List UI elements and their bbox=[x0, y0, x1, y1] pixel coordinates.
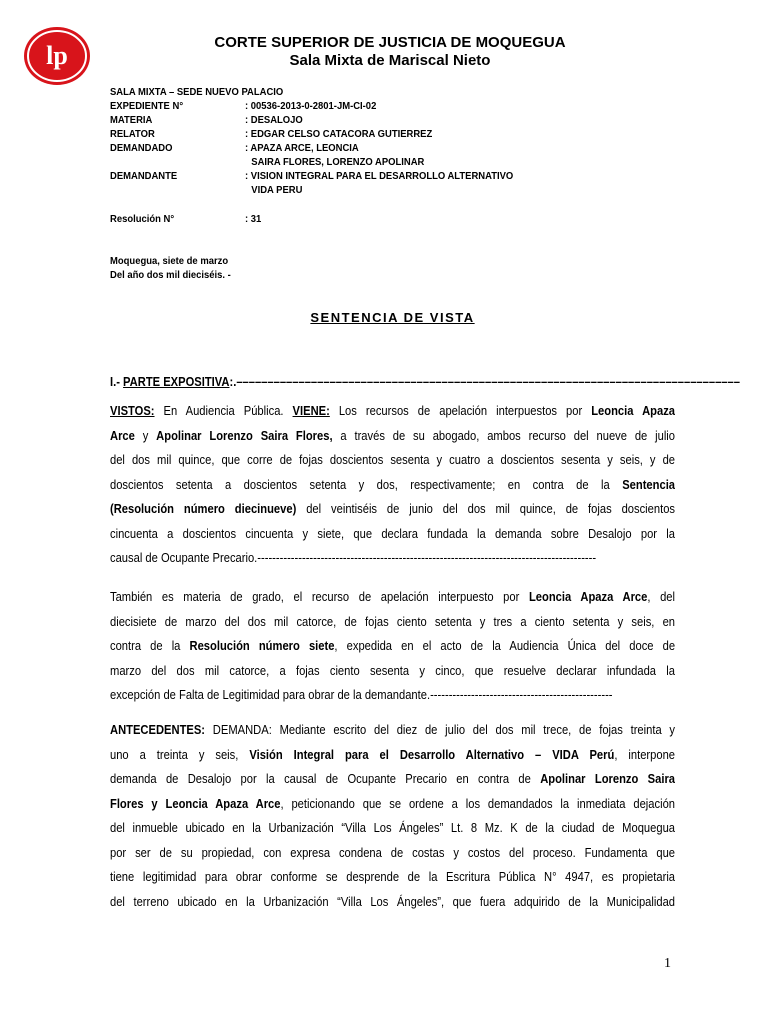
demandante-value-2: VIDA PERU bbox=[251, 184, 303, 196]
document-title bbox=[110, 310, 675, 325]
section-name: PARTE EXPOSITIVA bbox=[123, 374, 230, 389]
demandante-value-1: : VISION INTEGRAL PARA EL DESARROLLO ALTERNATIVO bbox=[245, 170, 514, 182]
section-heading bbox=[110, 374, 740, 389]
text-line: por ser de su propiedad, con expresa condena de costas y costos del proceso. Fundamenta que bbox=[110, 844, 676, 860]
date-line-2: Del año dos mil dieciséis. - bbox=[110, 269, 231, 281]
text-line: demanda de Desalojo por la causal de Ocupante Precario en contra de Apolinar Lorenzo Saira bbox=[110, 771, 676, 786]
text-line: uno a treinta y seis, Visión Integral para el Desarrollo Alternativo – VIDA Perú, interpone bbox=[110, 746, 676, 762]
text-line: excepción de Falta de Legitimidad para obrar de la demandante.------------------------------------------------- bbox=[110, 687, 613, 702]
text-line: Flores y Leoncia Apaza Arce, peticionando que se ordene a los demandados la inmediata dejación bbox=[110, 795, 676, 811]
sala-label: SALA MIXTA – SEDE NUEVO PALACIO bbox=[110, 86, 284, 98]
expediente-value: : 00536-2013-0-2801-JM-CI-02 bbox=[245, 100, 377, 112]
text-line: cincuenta a doscientos cincuenta y siete, que declara fundada la demanda sobre Desalojo por la bbox=[110, 525, 676, 541]
text-line: (Resolución número diecinueve) del veintiséis de junio del dos mil quince, de fojas doscientos bbox=[110, 501, 676, 516]
paragraph-materia-grado bbox=[110, 585, 675, 708]
text-line: doscientos setenta a doscientos setenta y dos, respectivamente; en contra de la Sentencia bbox=[110, 476, 676, 492]
text-line: marzo del dos mil catorce, a fojas ciento sesenta y cinco, que resuelve declarar infundada la bbox=[110, 662, 676, 678]
date-block bbox=[110, 254, 231, 282]
demandado-value-1: : APAZA ARCE, LEONCIA bbox=[245, 142, 359, 154]
text-line: causal de Ocupante Precario.------------------------------------------------------------------------------------------- bbox=[110, 550, 597, 565]
relator-label: RELATOR bbox=[110, 128, 155, 140]
text-line: Arce y Apolinar Lorenzo Saira Flores, a través de su abogado, ambos recurso del nueve de julio bbox=[110, 427, 676, 443]
text-line: del dos mil quince, que corre de fojas doscientos sesenta y cuatro a doscientos sesenta y seis, y de bbox=[110, 452, 676, 467]
text-line: diecisiete de marzo del dos mil catorce, de fojas ciento setenta y tres a ciento setenta y seis, en bbox=[110, 613, 676, 629]
court-name: CORTE SUPERIOR DE JUSTICIA DE MOQUEGUA bbox=[214, 34, 566, 51]
demandado-value-2: SAIRA FLORES, LORENZO APOLINAR bbox=[251, 156, 425, 168]
paragraph-vistos bbox=[110, 399, 675, 571]
text-line: VISTOS: En Audiencia Pública. VIENE: Los recursos de apelación interpuestos por Leoncia Apaza bbox=[110, 403, 676, 418]
materia-value: : DESALOJO bbox=[245, 114, 303, 126]
chamber-name: Sala Mixta de Mariscal Nieto bbox=[289, 52, 491, 69]
text-line: ANTECEDENTES: DEMANDA: Mediante escrito del diez de julio del dos mil trece, de fojas treinta y bbox=[110, 722, 676, 737]
text-line: contra de la Resolución número siete, expedida en el acto de la Audiencia Única del doce de bbox=[110, 638, 676, 653]
relator-value: : EDGAR CELSO CATACORA GUTIERREZ bbox=[245, 128, 433, 140]
expediente-label: EXPEDIENTE N° bbox=[110, 100, 184, 112]
page-number: 1 bbox=[664, 956, 671, 971]
resolucion-value: : 31 bbox=[245, 213, 262, 225]
date-line-1: Moquegua, siete de marzo bbox=[110, 255, 229, 267]
demandante-label: DEMANDANTE bbox=[110, 170, 178, 182]
demandado-label: DEMANDADO bbox=[110, 142, 173, 154]
resolucion-label: Resolución N° bbox=[110, 213, 175, 225]
text-line: del inmueble ubicado en la Urbanización “Villa Los Ángeles” Lt. 8 Mz. K de la ciudad de Moquegua bbox=[110, 820, 676, 835]
lp-logo bbox=[22, 26, 92, 86]
section-rest: :.––––––––––––––––––––––––––––––––––––––––––––––––––––––––––––––––––––––––––––––––– bbox=[229, 374, 740, 389]
materia-label: MATERIA bbox=[110, 114, 153, 126]
text-line: También es materia de grado, el recurso de apelación interpuesto por Leoncia Apaza Arce, del bbox=[110, 589, 676, 604]
paragraph-antecedentes bbox=[110, 718, 675, 914]
title-text: SENTENCIA DE VISTA bbox=[310, 310, 475, 325]
text-line: del terreno ubicado en la Urbanización “Villa Los Ángeles”, que fuera adquirido de la Municipalidad bbox=[110, 893, 676, 909]
logo-text: lp bbox=[46, 41, 68, 70]
section-prefix: I.- bbox=[110, 374, 124, 389]
text-line: tiene legitimidad para obrar conforme se desprende de la Escritura Pública N° 4947, es propietaria bbox=[110, 869, 676, 884]
